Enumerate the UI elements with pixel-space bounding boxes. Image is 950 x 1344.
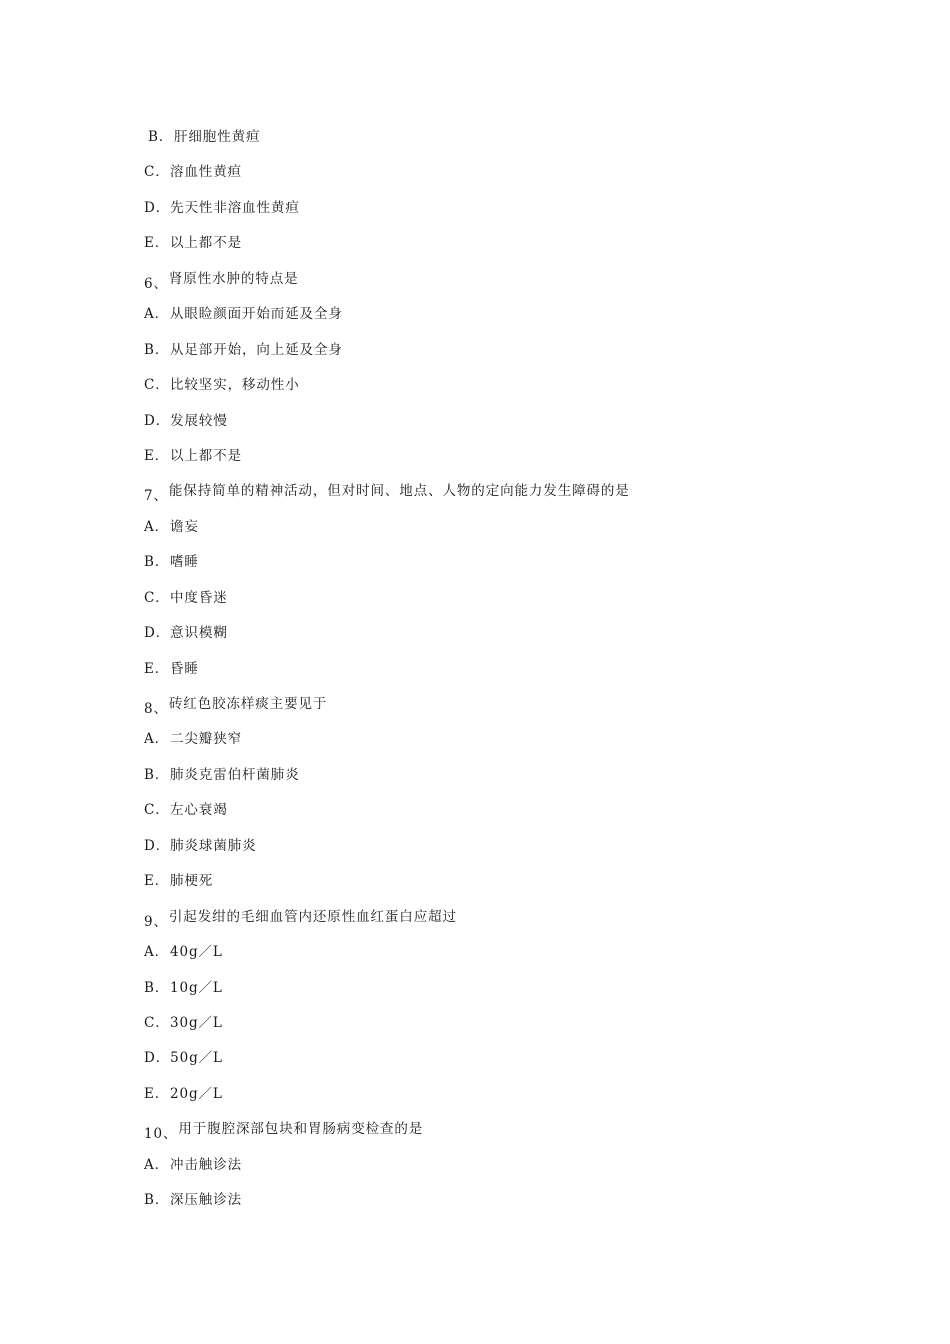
- option-text: 二尖瓣狭窄: [170, 731, 242, 748]
- option-text: 肺炎克雷伯杆菌肺炎: [170, 766, 300, 783]
- question-line: [144, 900, 844, 935]
- option-text: 先天性非溶血性黄疸: [170, 199, 300, 216]
- option-label: C．: [144, 377, 170, 394]
- option-line: [144, 545, 844, 580]
- option-label: E．: [144, 873, 170, 890]
- option-line: [144, 1148, 844, 1183]
- question-line: [144, 687, 844, 722]
- option-label: A．: [144, 1156, 170, 1173]
- option-line: [144, 793, 844, 828]
- option-text: 肺炎球菌肺炎: [170, 837, 257, 854]
- question-text: 砖红色胶冻样痰主要见于: [168, 696, 328, 712]
- option-line: [144, 1183, 844, 1218]
- option-label: A．: [144, 731, 170, 748]
- option-text: 从足部开始，向上延及全身: [170, 341, 343, 358]
- option-text: 比较坚实，移动性小: [170, 377, 300, 394]
- option-line: [144, 935, 844, 970]
- option-text: 意识模糊: [170, 625, 228, 642]
- option-line: [144, 652, 844, 687]
- option-label: E．: [144, 447, 170, 464]
- option-label: D．: [144, 412, 171, 429]
- option-text: 昏睡: [170, 660, 199, 677]
- option-label: E．: [144, 235, 170, 252]
- option-line: [144, 368, 844, 403]
- option-label: D．: [144, 837, 171, 854]
- question-number: 9、: [144, 913, 168, 930]
- option-line: [144, 581, 844, 616]
- option-text: 溶血性黄疸: [170, 164, 242, 181]
- option-line: [144, 510, 844, 545]
- option-text: 发展较慢: [170, 412, 228, 429]
- question-number: 10、: [144, 1126, 178, 1143]
- option-line: [144, 971, 844, 1006]
- option-label: C．: [144, 164, 170, 181]
- question-text: 引起发绀的毛细血管内还原性血红蛋白应超过: [168, 908, 457, 925]
- option-line: [144, 191, 844, 226]
- option-line: [144, 758, 844, 793]
- option-label: D．: [144, 199, 171, 216]
- question-text: 能保持简单的精神活动，但对时间、地点、人物的定向能力发生障碍的是: [168, 483, 630, 500]
- option-label: A．: [144, 518, 170, 535]
- option-line: [144, 829, 844, 864]
- option-line: [144, 226, 844, 261]
- option-label: D．: [144, 625, 171, 642]
- option-text: 30g／L: [170, 1014, 223, 1031]
- option-label: B．: [144, 766, 170, 783]
- option-text: 10g／L: [170, 979, 223, 996]
- option-label: D．: [144, 1050, 171, 1067]
- option-label: B．: [144, 1192, 170, 1209]
- option-label: C．: [144, 589, 170, 606]
- option-line: [144, 120, 844, 155]
- document-page: [144, 120, 844, 1219]
- option-line: [144, 1041, 844, 1076]
- question-number: 6、: [144, 275, 168, 292]
- option-label: A．: [144, 306, 170, 323]
- question-line: [144, 1112, 844, 1147]
- option-text: 肝细胞性黄疸: [174, 129, 261, 145]
- option-label: A．: [144, 944, 170, 961]
- question-number: 7、: [144, 488, 168, 505]
- option-text: 20g／L: [170, 1085, 223, 1102]
- option-line: [144, 1006, 844, 1041]
- option-text: 深压触诊法: [170, 1192, 242, 1209]
- question-text: 用于腹腔深部包块和胃肠病变检查的是: [178, 1121, 424, 1138]
- option-line: [144, 439, 844, 474]
- option-label: E．: [144, 1085, 170, 1102]
- option-line: [144, 1077, 844, 1112]
- option-text: 冲击触诊法: [170, 1156, 242, 1173]
- option-text: 40g／L: [170, 944, 223, 961]
- option-label: B．: [144, 979, 170, 996]
- option-label: C．: [144, 1014, 170, 1031]
- option-line: [144, 155, 844, 190]
- option-label: E．: [144, 660, 170, 677]
- option-text: 肺梗死: [170, 873, 214, 890]
- option-line: [144, 722, 844, 757]
- option-line: [144, 333, 844, 368]
- option-text: 从眼睑颜面开始而延及全身: [170, 306, 343, 323]
- option-label: B．: [144, 554, 170, 571]
- option-text: 嗜睡: [170, 554, 199, 571]
- option-text: 以上都不是: [170, 447, 242, 464]
- option-label: B．: [148, 129, 174, 145]
- option-text: 50g／L: [170, 1050, 223, 1067]
- question-line: [144, 474, 844, 509]
- option-line: [144, 297, 844, 332]
- option-text: 中度昏迷: [170, 589, 228, 606]
- option-label: B．: [144, 341, 170, 358]
- option-line: [144, 616, 844, 651]
- option-label: C．: [144, 802, 170, 819]
- option-line: [144, 864, 844, 899]
- option-text: 左心衰竭: [170, 802, 228, 819]
- option-line: [144, 404, 844, 439]
- option-text: 谵妄: [170, 518, 199, 535]
- question-number: 8、: [144, 701, 168, 717]
- option-text: 以上都不是: [170, 235, 242, 252]
- question-line: [144, 262, 844, 297]
- question-text: 肾原性水肿的特点是: [168, 270, 299, 287]
